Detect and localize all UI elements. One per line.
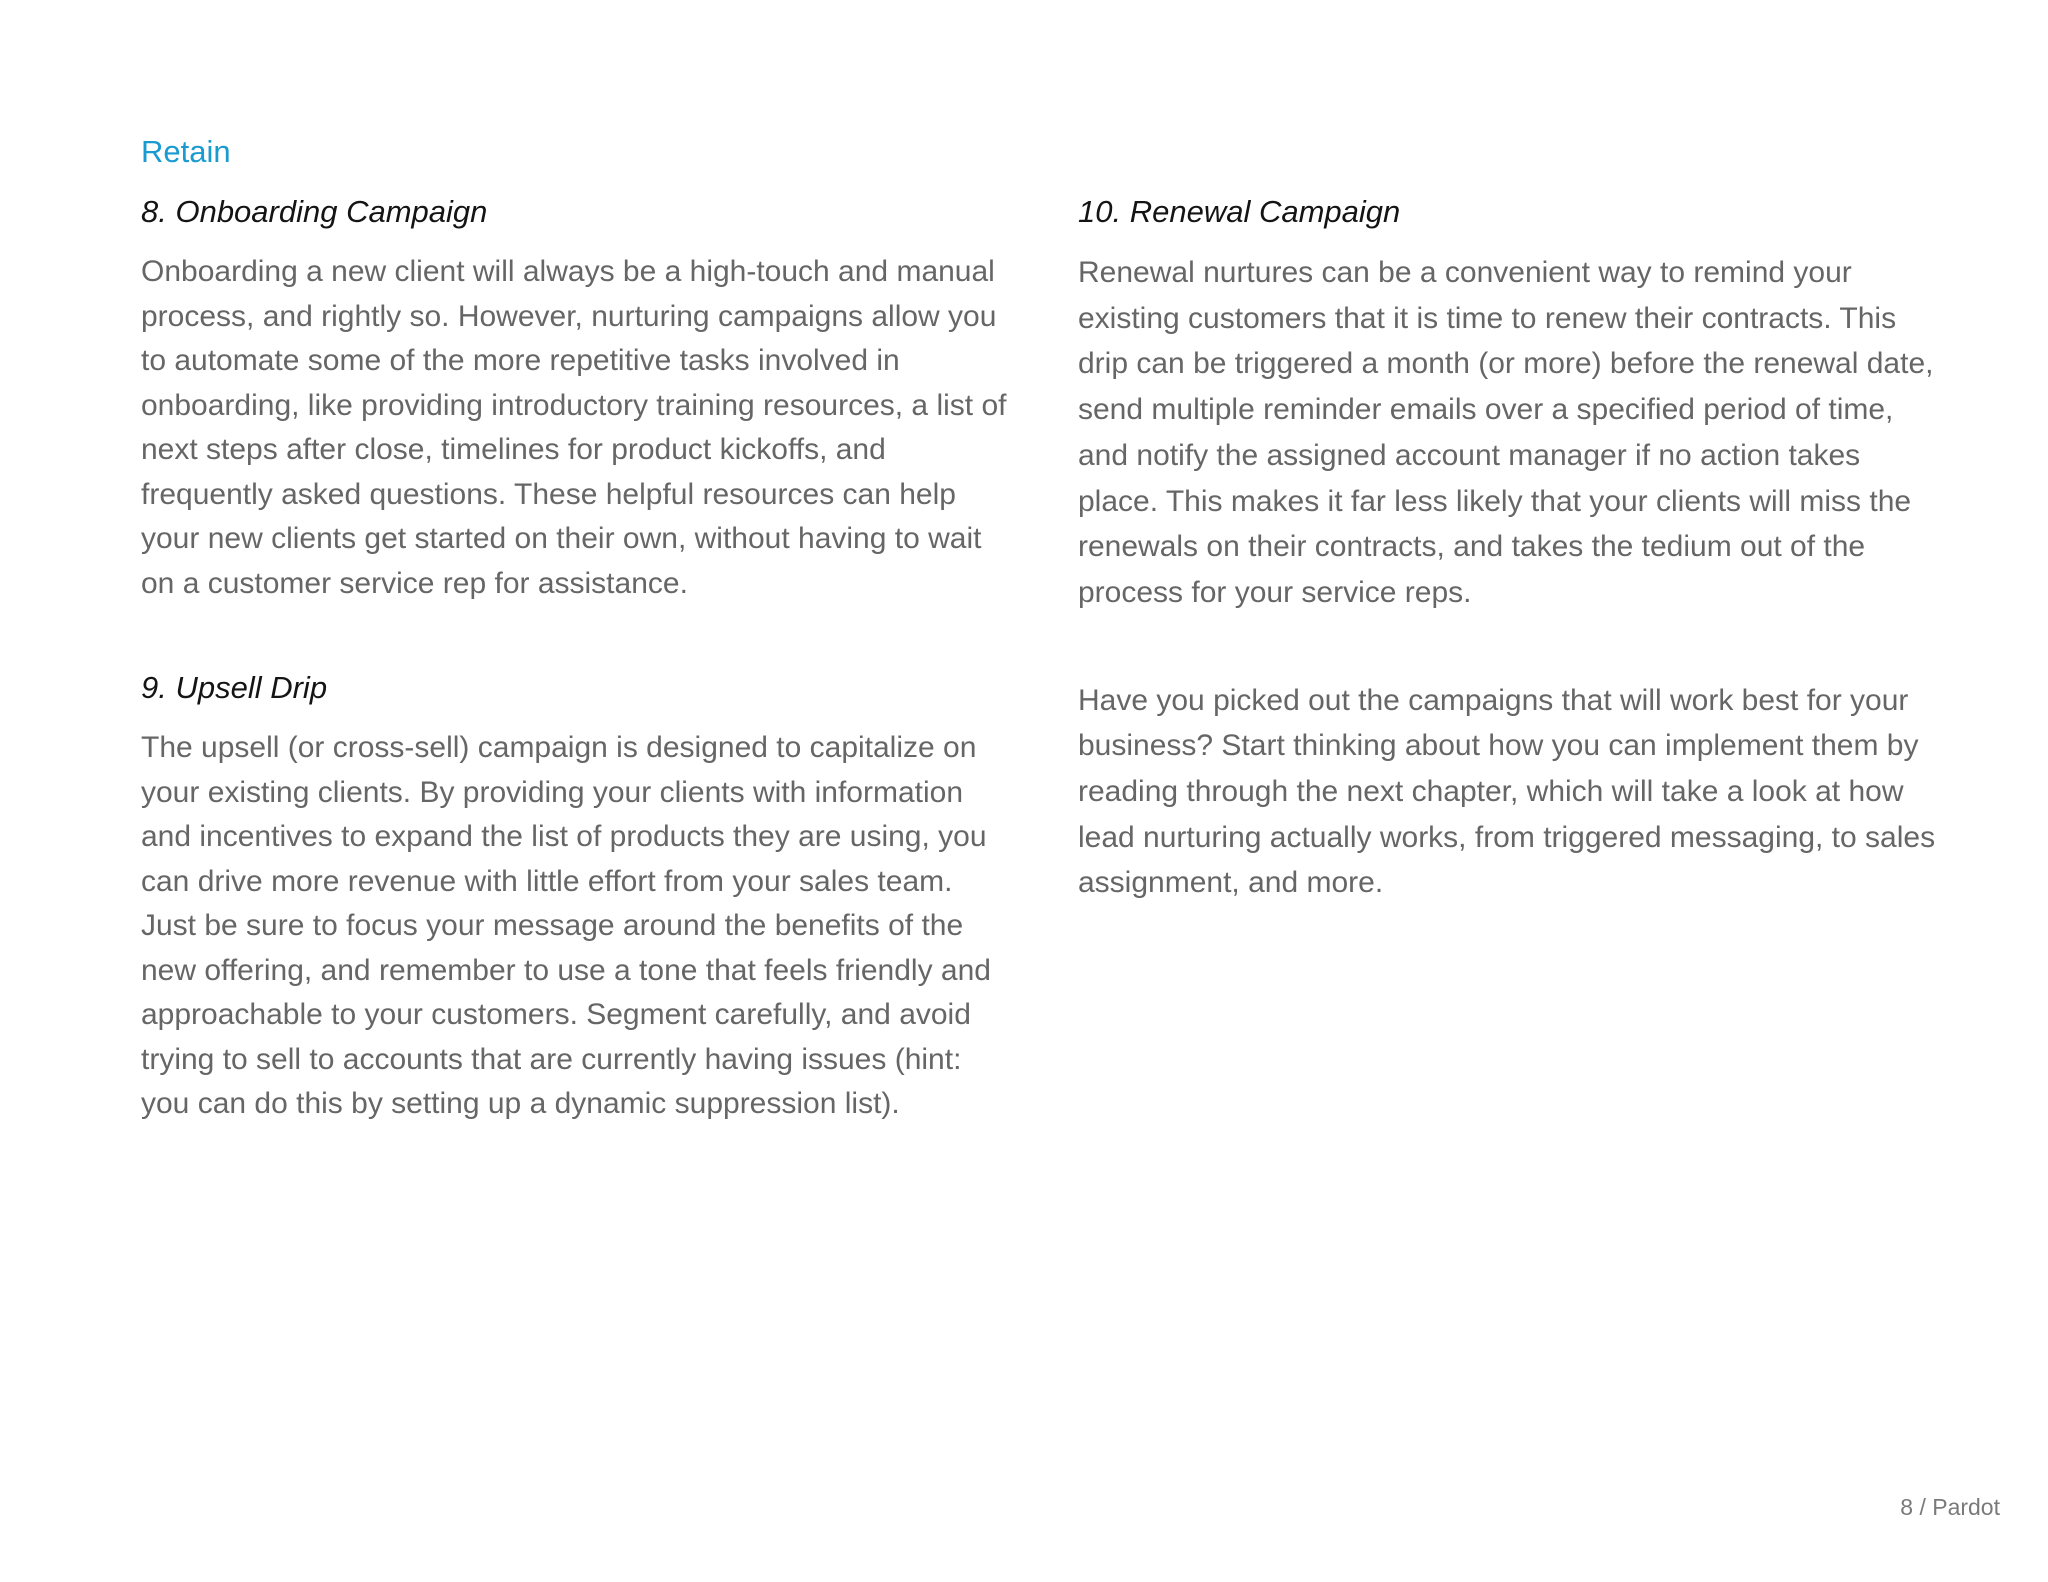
onboarding-section bbox=[141, 192, 1011, 606]
left-column bbox=[141, 192, 1011, 1127]
page-footer: 8 / Pardot bbox=[1900, 1494, 2000, 1520]
upsell-body: The upsell (or cross-sell) campaign is designed to capitalize on your existing clients. By providing your clients with information and incentives to expand the list of products they are using, you can drive more revenue with little effort from your sales team. Just be sure to focus your message around the benefits of the new offering, and remember to use a tone that feels friendly and approachable to your customers. Segment carefully, and avoid trying to sell to accounts that are currently having issues (hint: you can do this by setting up a dynamic suppression list). bbox=[141, 731, 991, 1120]
section-label: Retain bbox=[141, 134, 231, 169]
closing-paragraph: Have you picked out the campaigns that will work best for your business? Start thinking about how you can implement them by reading through the next chapter, which will take a look at how lead nurturing actually works, from triggered messaging, to sales assignment, and more. bbox=[1078, 683, 1936, 900]
renewal-section bbox=[1078, 192, 1938, 616]
onboarding-heading: 8. Onboarding Campaign bbox=[141, 194, 488, 229]
upsell-heading: 9. Upsell Drip bbox=[141, 670, 328, 705]
upsell-section bbox=[141, 668, 1011, 1127]
renewal-heading: 10. Renewal Campaign bbox=[1078, 194, 1401, 229]
onboarding-body: Onboarding a new client will always be a high-touch and manual process, and rightly so. However, nurturing campaigns allow you to automate some of the more repetitive tasks involved in onboarding, like providing introductory training resources, a list of next steps after close, timelines for product kickoffs, and frequently asked questions. These helpful resources can help your new clients get started on their own, without having to wait on a customer service rep for assistance. bbox=[141, 255, 1007, 600]
renewal-body: Renewal nurtures can be a convenient way to remind your existing customers that it is time to renew their contracts. This drip can be triggered a month (or more) before the renewal date, send multiple reminder emails over a specified period of time, and notify the assigned account manager if no action takes place. This makes it far less likely that your clients will miss the renewals on their contracts, and takes the tedium out of the process for your service reps. bbox=[1078, 256, 1934, 609]
right-column bbox=[1078, 192, 1938, 906]
